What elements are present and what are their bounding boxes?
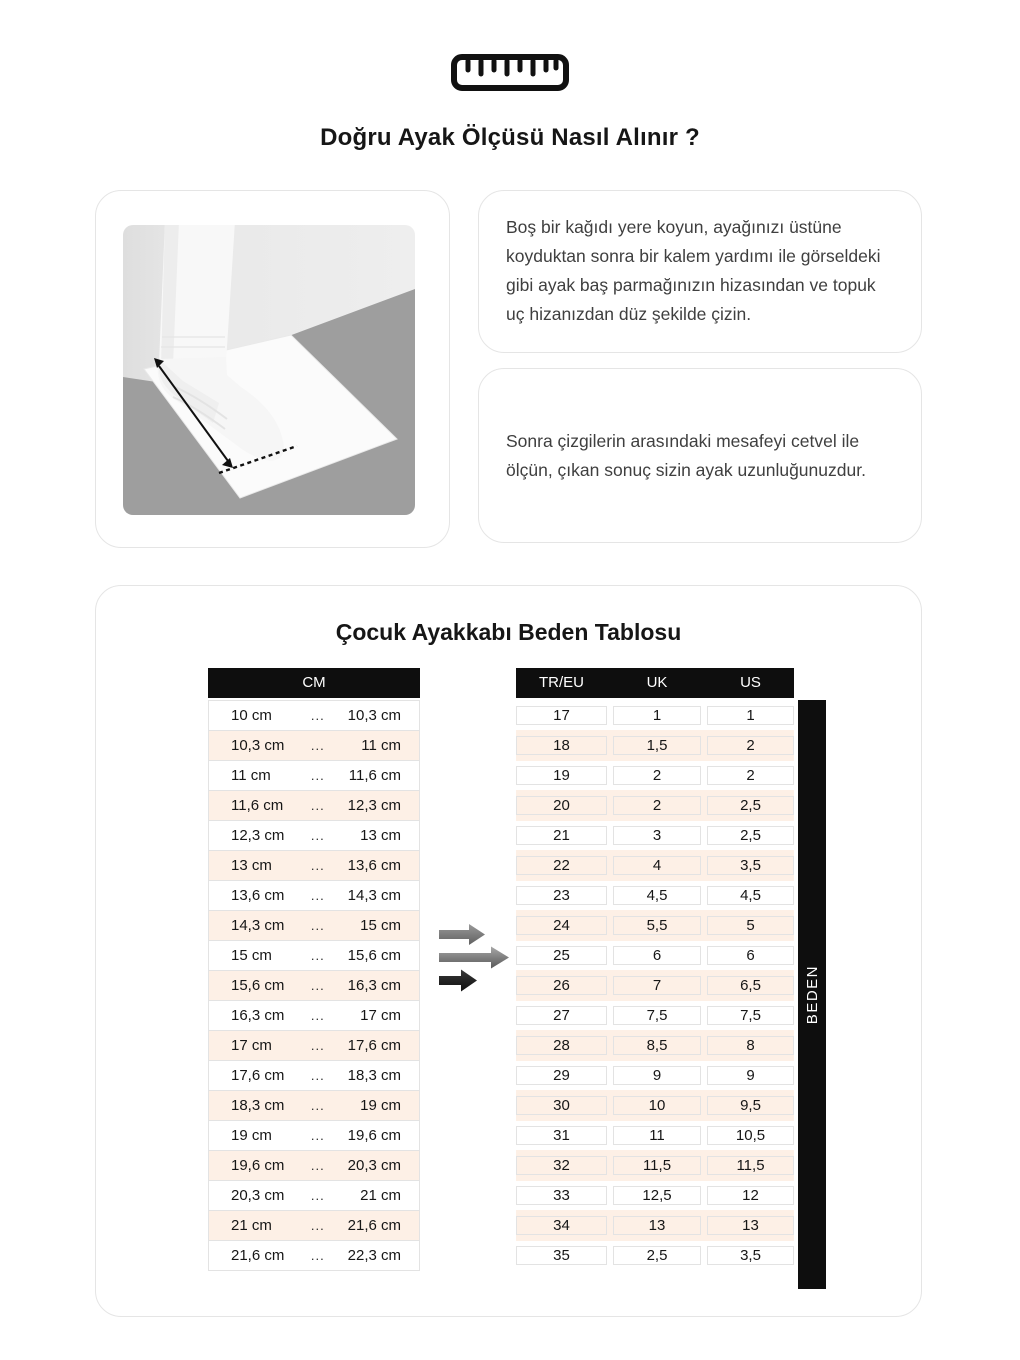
size-us: 9 [707,1066,794,1085]
cm-range-end: 11 cm [361,737,401,754]
size-uk: 7,5 [613,1006,701,1025]
cm-range-separator: ... [310,1098,325,1113]
size-us: 8 [707,1036,794,1055]
cm-range-separator: ... [310,1218,325,1233]
size-tr-eu: 21 [516,826,607,845]
size-us: 11,5 [707,1156,794,1175]
cm-range-separator: ... [310,1008,325,1023]
size-us: 7,5 [707,1006,794,1025]
size-table-row [516,910,794,941]
cm-range-end: 11,6 cm [348,767,401,784]
size-us: 12 [707,1186,794,1205]
cm-table-row [208,1240,420,1271]
cm-table-row [208,790,420,821]
cm-range-start: 13 cm [231,857,272,874]
size-tr-eu: 31 [516,1126,607,1145]
cm-table-row [208,1090,420,1121]
section-title: Çocuk Ayakkabı Beden Tablosu [335,619,682,645]
size-table-row [516,1150,794,1181]
cm-range-start: 16,3 cm [231,1007,285,1024]
size-table-header-us: US [740,674,761,691]
size-tr-eu: 35 [516,1246,607,1265]
size-uk: 1 [613,706,701,725]
cm-range-end: 15 cm [360,917,401,934]
size-tr-eu: 22 [516,856,607,875]
size-table-row [516,1210,794,1241]
cm-range-start: 13,6 cm [231,887,285,904]
cm-range-start: 11,6 cm [231,797,284,814]
cm-range-separator: ... [310,1068,325,1083]
size-tr-eu: 27 [516,1006,607,1025]
cm-range-end: 10,3 cm [347,707,401,724]
size-uk: 2 [613,766,701,785]
size-table-row [516,760,794,791]
cm-table-row [208,1150,420,1181]
size-tr-eu: 32 [516,1156,607,1175]
cm-table-row [208,880,420,911]
cm-range-end: 17,6 cm [347,1037,401,1054]
cm-table-row [208,1120,420,1151]
cm-table-row [208,1030,420,1061]
cm-range-start: 11 cm [231,767,271,784]
cm-table-row [208,1000,420,1031]
size-us: 4,5 [707,886,794,905]
cm-range-separator: ... [310,1128,325,1143]
size-uk: 2,5 [613,1246,701,1265]
cm-range-end: 21,6 cm [347,1217,401,1234]
size-table-row [516,730,794,761]
cm-range-end: 16,3 cm [347,977,401,994]
size-tr-eu: 30 [516,1096,607,1115]
cm-table [208,668,420,1271]
cm-table-row [208,1060,420,1091]
size-uk: 2 [613,796,701,815]
size-table-card [95,585,922,1317]
cm-range-separator: ... [310,1158,325,1173]
size-conversion-table [516,668,794,1271]
size-tr-eu: 18 [516,736,607,755]
cm-range-start: 20,3 cm [231,1187,285,1204]
foot-measurement-photo [123,225,415,515]
size-us: 1 [707,706,794,725]
size-uk: 5,5 [613,916,701,935]
size-us: 2,5 [707,826,794,845]
size-tr-eu: 26 [516,976,607,995]
size-us: 6 [707,946,794,965]
size-tr-eu: 19 [516,766,607,785]
cm-table-row [208,910,420,941]
size-table-header-treu: TR/EU [539,674,584,691]
cm-range-separator: ... [310,888,325,903]
cm-range-separator: ... [310,978,325,993]
size-table-header-uk: UK [646,674,668,691]
cm-range-separator: ... [310,918,325,933]
size-table-row [516,1120,794,1151]
cm-table-header: CM [208,668,420,698]
cm-range-end: 19 cm [360,1097,401,1114]
conversion-arrows-icon [439,924,511,1007]
cm-range-end: 13,6 cm [347,857,401,874]
cm-range-end: 22,3 cm [347,1247,401,1264]
beden-label: BEDEN [803,964,821,1025]
size-uk: 8,5 [613,1036,701,1055]
size-tr-eu: 24 [516,916,607,935]
size-table-row [516,880,794,911]
cm-range-start: 15,6 cm [231,977,285,994]
cm-table-body [208,700,420,1271]
cm-range-end: 15,6 cm [347,947,401,964]
size-uk: 9 [613,1066,701,1085]
cm-range-start: 18,3 cm [231,1097,285,1114]
cm-range-start: 12,3 cm [231,827,285,844]
size-tr-eu: 29 [516,1066,607,1085]
size-table-row [516,850,794,881]
cm-range-end: 14,3 cm [347,887,401,904]
size-uk: 10 [613,1096,701,1115]
size-table-row [516,1030,794,1061]
cm-range-end: 20,3 cm [347,1157,401,1174]
cm-table-row [208,730,420,761]
size-tr-eu: 34 [516,1216,607,1235]
cm-table-row [208,820,420,851]
size-uk: 4,5 [613,886,701,905]
ruler-icon [450,52,570,92]
instruction-card-1 [478,190,922,353]
instruction-card-2 [478,368,922,543]
size-us: 13 [707,1216,794,1235]
size-us: 10,5 [707,1126,794,1145]
size-table-row [516,700,794,731]
photo-card [95,190,450,548]
size-uk: 7 [613,976,701,995]
size-table-row [516,1000,794,1031]
cm-range-separator: ... [310,1248,325,1263]
size-tr-eu: 25 [516,946,607,965]
size-tr-eu: 17 [516,706,607,725]
cm-range-separator: ... [310,948,325,963]
size-uk: 4 [613,856,701,875]
size-uk: 12,5 [613,1186,701,1205]
cm-table-row [208,1180,420,1211]
cm-range-separator: ... [310,858,325,873]
cm-range-separator: ... [310,828,325,843]
cm-range-end: 17 cm [360,1007,401,1024]
size-table-row [516,1060,794,1091]
cm-range-start: 14,3 cm [231,917,285,934]
cm-range-start: 19 cm [231,1127,272,1144]
cm-range-end: 13 cm [360,827,401,844]
size-tr-eu: 23 [516,886,607,905]
size-tr-eu: 28 [516,1036,607,1055]
size-table-header-row [516,668,794,698]
cm-range-start: 10 cm [231,707,272,724]
beden-side-bar [798,700,826,1289]
cm-range-end: 18,3 cm [347,1067,401,1084]
cm-range-start: 21,6 cm [231,1247,285,1264]
size-uk: 11 [613,1126,701,1145]
size-table-row [516,1180,794,1211]
cm-range-separator: ... [310,1188,325,1203]
cm-table-row [208,940,420,971]
cm-table-row [208,700,420,731]
size-uk: 1,5 [613,736,701,755]
size-table-row [516,1240,794,1271]
cm-range-separator: ... [310,708,325,723]
cm-table-row [208,760,420,791]
cm-range-start: 19,6 cm [231,1157,285,1174]
size-table-row [516,940,794,971]
size-us: 5 [707,916,794,935]
size-table-row [516,790,794,821]
size-table-row [516,1090,794,1121]
size-table-row [516,820,794,851]
size-us: 3,5 [707,856,794,875]
cm-range-separator: ... [310,738,325,753]
cm-table-row [208,970,420,1001]
cm-range-end: 21 cm [360,1187,401,1204]
size-table-row [516,970,794,1001]
size-tr-eu: 20 [516,796,607,815]
size-uk: 11,5 [613,1156,701,1175]
size-table-body [516,700,794,1271]
cm-range-start: 21 cm [231,1217,272,1234]
ruler-icon-wrap [0,52,1020,92]
cm-range-start: 15 cm [231,947,272,964]
size-us: 2 [707,736,794,755]
size-tr-eu: 33 [516,1186,607,1205]
cm-table-row [208,850,420,881]
cm-range-separator: ... [310,768,325,783]
cm-table-row [208,1210,420,1241]
size-us: 2,5 [707,796,794,815]
cm-range-start: 10,3 cm [231,737,285,754]
size-us: 2 [707,766,794,785]
cm-range-start: 17,6 cm [231,1067,285,1084]
cm-range-end: 12,3 cm [347,797,401,814]
instruction-step-2: Sonra çizgilerin arasındaki mesafeyi cetvel ile ölçün, çıkan sonuç sizin ayak uzunluğunuzdur. [506,430,866,480]
size-uk: 13 [613,1216,701,1235]
cm-range-start: 17 cm [231,1037,272,1054]
size-uk: 3 [613,826,701,845]
size-us: 9,5 [707,1096,794,1115]
instruction-step-1: Boş bir kağıdı yere koyun, ayağınızı üstüne koyduktan sonra bir kalem yardımı ile görseldeki gibi ayak baş parmağınızın hizasından ve topuk uç hizanızdan düz şekilde çizin. [506,217,881,324]
size-us: 6,5 [707,976,794,995]
size-us: 3,5 [707,1246,794,1265]
page-title: Doğru Ayak Ölçüsü Nasıl Alınır ? [320,124,700,151]
cm-range-separator: ... [310,798,325,813]
size-uk: 6 [613,946,701,965]
cm-range-separator: ... [310,1038,325,1053]
cm-range-end: 19,6 cm [347,1127,401,1144]
